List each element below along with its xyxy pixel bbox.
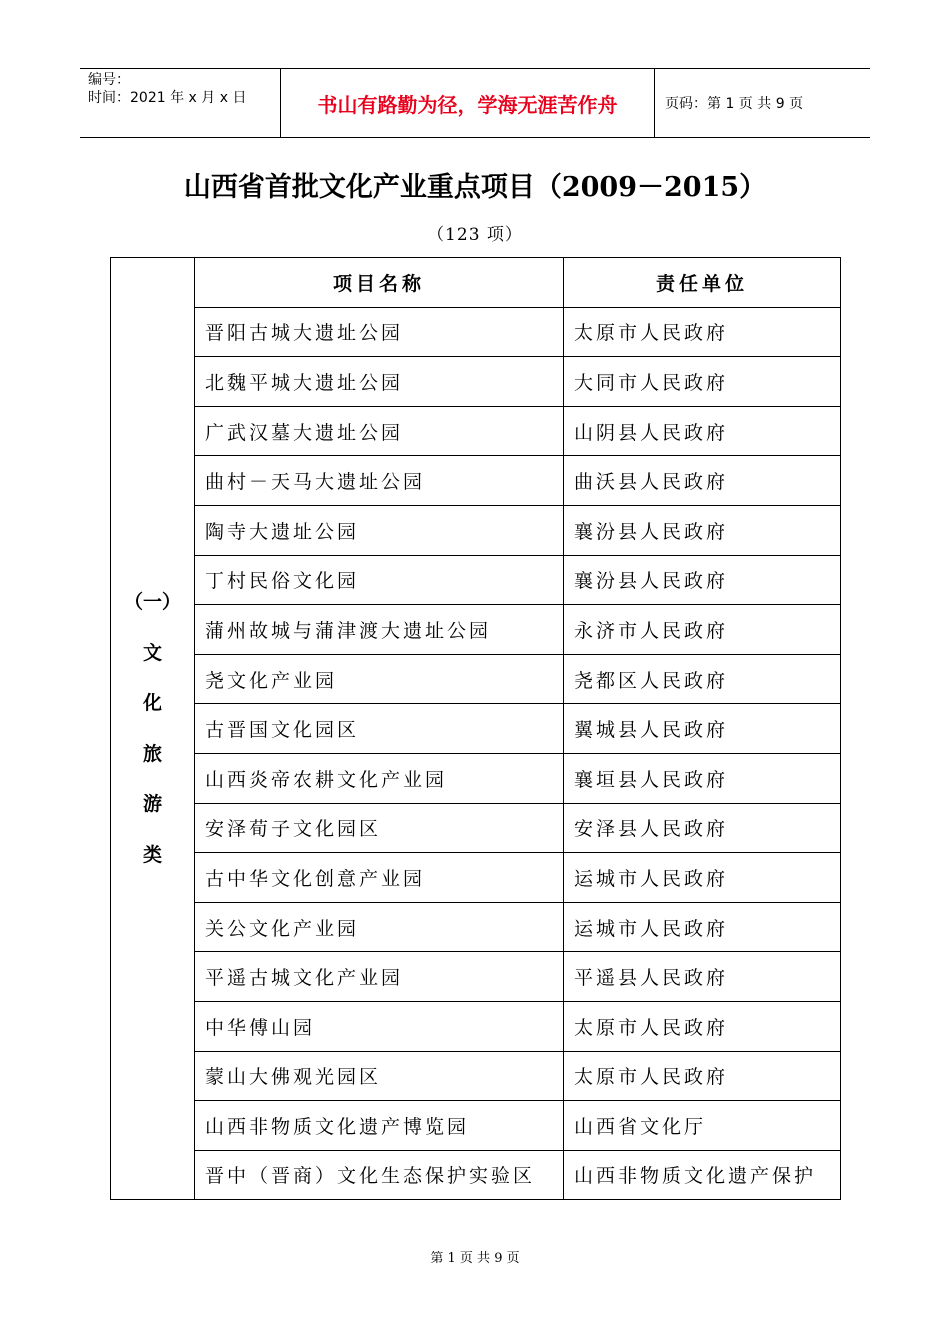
responsible-unit-cell: 山阴县人民政府 bbox=[564, 406, 841, 456]
document-date: 时间：2021 年 x 月 x 日 bbox=[88, 90, 247, 106]
responsible-unit-cell: 山西省文化厅 bbox=[564, 1101, 841, 1151]
responsible-unit-cell: 襄汾县人民政府 bbox=[564, 555, 841, 605]
table-row bbox=[111, 307, 841, 357]
table-row bbox=[111, 704, 841, 754]
table-row bbox=[111, 853, 841, 903]
responsible-unit-cell: 曲沃县人民政府 bbox=[564, 456, 841, 506]
category-char: （一） bbox=[123, 591, 181, 614]
project-name-cell: 山西炎帝农耕文化产业园 bbox=[195, 753, 564, 803]
table-row bbox=[111, 1101, 841, 1151]
responsible-unit-cell: 永济市人民政府 bbox=[564, 605, 841, 655]
page-header bbox=[80, 68, 870, 138]
column-header-name: 项目名称 bbox=[195, 258, 564, 308]
document-title: 山西省首批文化产业重点项目（2009－2015） bbox=[183, 172, 767, 203]
project-name-cell: 陶寺大遗址公园 bbox=[195, 505, 564, 555]
project-name-cell: 中华傅山园 bbox=[195, 1001, 564, 1051]
table-row bbox=[111, 456, 841, 506]
responsible-unit-cell: 翼城县人民政府 bbox=[564, 704, 841, 754]
table-row bbox=[111, 555, 841, 605]
responsible-unit-cell: 太原市人民政府 bbox=[564, 307, 841, 357]
project-name-cell: 蒙山大佛观光园区 bbox=[195, 1051, 564, 1101]
responsible-unit-cell: 山西非物质文化遗产保护 bbox=[564, 1150, 841, 1200]
table-row bbox=[111, 753, 841, 803]
table-row bbox=[111, 1150, 841, 1200]
responsible-unit-cell: 运城市人民政府 bbox=[564, 853, 841, 903]
column-header-unit: 责任单位 bbox=[564, 258, 841, 308]
category-cell bbox=[111, 258, 195, 1200]
document-subtitle: （123 项） bbox=[427, 225, 523, 245]
responsible-unit-cell: 太原市人民政府 bbox=[564, 1051, 841, 1101]
table-row bbox=[111, 605, 841, 655]
table-row bbox=[111, 1001, 841, 1051]
table-row bbox=[111, 505, 841, 555]
project-name-cell: 广武汉墓大遗址公园 bbox=[195, 406, 564, 456]
category-char: 游 bbox=[142, 793, 162, 816]
project-name-cell: 晋阳古城大遗址公园 bbox=[195, 307, 564, 357]
document-number-label: 编号： bbox=[88, 72, 130, 88]
category-char: 类 bbox=[142, 843, 162, 866]
project-table-body bbox=[111, 258, 841, 1200]
project-name-cell: 晋中（晋商）文化生态保护实验区 bbox=[195, 1150, 564, 1200]
category-char: 文 bbox=[142, 641, 162, 664]
responsible-unit-cell: 襄汾县人民政府 bbox=[564, 505, 841, 555]
table-row bbox=[111, 803, 841, 853]
responsible-unit-cell: 安泽县人民政府 bbox=[564, 803, 841, 853]
project-name-cell: 丁村民俗文化园 bbox=[195, 555, 564, 605]
project-name-cell: 古中华文化创意产业园 bbox=[195, 853, 564, 903]
project-name-cell: 山西非物质文化遗产博览园 bbox=[195, 1101, 564, 1151]
responsible-unit-cell: 大同市人民政府 bbox=[564, 357, 841, 407]
project-name-cell: 尧文化产业园 bbox=[195, 654, 564, 704]
responsible-unit-cell: 平遥县人民政府 bbox=[564, 952, 841, 1002]
responsible-unit-cell: 太原市人民政府 bbox=[564, 1001, 841, 1051]
responsible-unit-cell: 运城市人民政府 bbox=[564, 902, 841, 952]
project-name-cell: 曲村－天马大遗址公园 bbox=[195, 456, 564, 506]
header-motto: 书山有路勤为径，学海无涯苦作舟 bbox=[281, 69, 655, 137]
table-row bbox=[111, 654, 841, 704]
project-name-cell: 北魏平城大遗址公园 bbox=[195, 357, 564, 407]
category-label bbox=[111, 577, 194, 880]
project-table bbox=[110, 257, 841, 1200]
table-row bbox=[111, 406, 841, 456]
table-header-row bbox=[111, 258, 841, 308]
table-row bbox=[111, 1051, 841, 1101]
table-row bbox=[111, 902, 841, 952]
project-name-cell: 蒲州故城与蒲津渡大遗址公园 bbox=[195, 605, 564, 655]
category-char: 旅 bbox=[142, 742, 162, 765]
header-meta bbox=[80, 69, 281, 137]
responsible-unit-cell: 襄垣县人民政府 bbox=[564, 753, 841, 803]
project-name-cell: 关公文化产业园 bbox=[195, 902, 564, 952]
table-row bbox=[111, 357, 841, 407]
project-name-cell: 平遥古城文化产业园 bbox=[195, 952, 564, 1002]
project-name-cell: 安泽荀子文化园区 bbox=[195, 803, 564, 853]
header-page-code: 页码：第 1 页 共 9 页 bbox=[665, 96, 804, 112]
project-name-cell: 古晋国文化园区 bbox=[195, 704, 564, 754]
page-footer: 第 1 页 共 9 页 bbox=[430, 1251, 520, 1266]
responsible-unit-cell: 尧都区人民政府 bbox=[564, 654, 841, 704]
table-row bbox=[111, 952, 841, 1002]
category-char: 化 bbox=[142, 692, 162, 715]
